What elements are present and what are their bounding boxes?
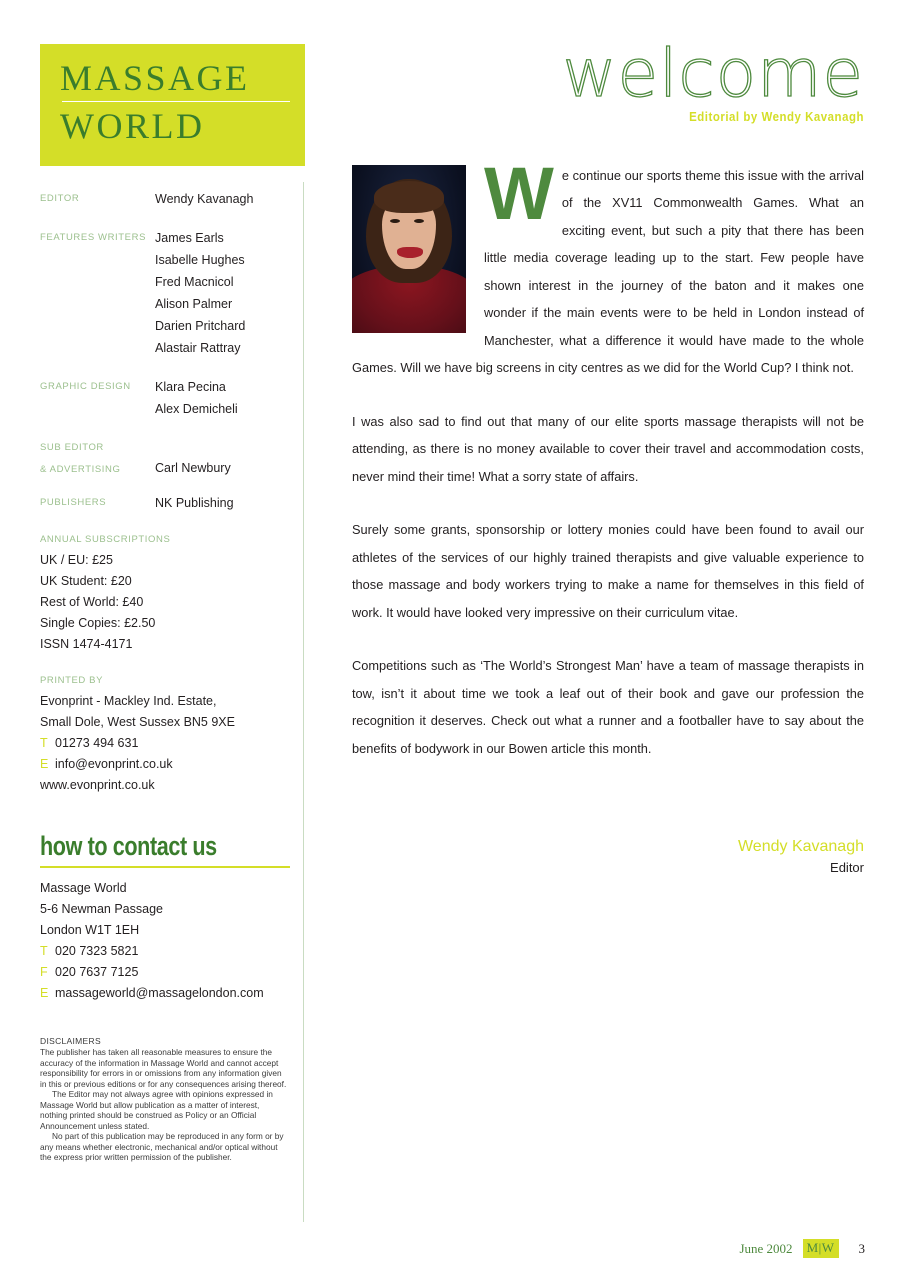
contact-tel-value: 020 7323 5821 [55, 943, 139, 958]
article-paragraph: Surely some grants, sponsorship or lottery monies could have been found to avail our athletes of the services of our highly trained therapists and give valuable experience to those massage and body workers trying to make a name for themselves in this field of work. It would have looked very impressive on their curriculum vitae. [352, 522, 864, 620]
printer-website-link[interactable]: www.evonprint.co.uk [40, 778, 155, 792]
credit-label-editor: EDITOR [40, 193, 80, 204]
credit-value-sub-editor: Carl Newbury [155, 461, 231, 475]
printer-email-value[interactable]: info@evonprint.co.uk [55, 757, 173, 771]
credit-value-editor: Wendy Kavanagh [155, 192, 254, 206]
credit-value-designer: Klara Pecina [155, 380, 226, 394]
printed-by-section [40, 671, 290, 796]
contact-tel-row [40, 941, 290, 962]
credit-values-features-writers [155, 227, 245, 359]
disclaimer-paragraph: No part of this publication may be reproduced in any form or by any means whether electronic, mechanical and/or optical without the express prior written permission of the publisher. [40, 1131, 284, 1163]
masthead-divider-rule [62, 101, 290, 102]
portrait-eye-right [414, 219, 424, 223]
printer-address-line-1: Evonprint - Mackley Ind. Estate, [40, 694, 217, 708]
credit-row-features-writers [40, 227, 295, 359]
printer-address-line-2: Small Dole, West Sussex BN5 9XE [40, 715, 235, 729]
masthead-line-massage: MASSAGE [60, 58, 250, 98]
masthead-line-world: WORLD [60, 106, 205, 147]
drop-cap-letter: W [484, 151, 554, 235]
credit-row-publishers [40, 492, 295, 514]
contact-heading-underline [40, 866, 290, 868]
credit-row-editor [40, 188, 295, 210]
credit-value-designer: Alex Demicheli [155, 402, 238, 416]
credit-label-sub-editor: SUB EDITOR [40, 442, 104, 453]
signature-name: Wendy Kavanagh [737, 838, 864, 856]
contact-fax-value: 020 7637 7125 [55, 964, 139, 979]
credit-label-group-sub-editor [40, 437, 155, 481]
credit-row-sub-editor [40, 437, 295, 481]
subscription-line-uk-student: UK Student: £20 [40, 574, 132, 588]
credit-values-graphic-design [155, 376, 238, 420]
email-prefix-icon: E [40, 985, 49, 1000]
subscription-line-rest-of-world: Rest of World: £40 [40, 595, 144, 609]
article-paragraph: Competitions such as ‘The World’s Strongest Man’ have a team of massage therapists in tow, isn’t it about time we took a leaf out of their book and gave our profession the recognition it deserves. Check out what a runner and a footballer have to say about the benefits of bodywork in our Bowen article this month. [352, 658, 864, 756]
footer-issue-date: June 2002 [739, 1240, 793, 1256]
subscription-line-uk-eu: UK / EU: £25 [40, 553, 113, 567]
page-footer [739, 1239, 865, 1258]
footer-logo-badge: M|W [803, 1239, 839, 1258]
contact-address-line-1: Massage World [40, 880, 127, 895]
subscriptions-title: ANNUAL SUBSCRIPTIONS [40, 534, 171, 545]
contact-fax-row [40, 962, 290, 983]
credit-value-writer: Darien Pritchard [155, 319, 246, 333]
article-paragraph: e continue our sports theme this issue with the arrival of the XV11 Commonwealth Games. What an exciting event, but such a pity that there has been little media coverage leading up to the start. Few people have shown interest in the journey of the baton and it makes one wonder if the main events were to be held in London instead of Manchester, what a difference it would have made to the whole Games. Will we have big screens in city centres as we did for the World Cup? I think not. [352, 167, 864, 376]
contact-section [40, 832, 290, 1004]
credit-value-writer: James Earls [155, 231, 224, 245]
credit-value-writer: Fred Macnicol [155, 275, 234, 289]
credit-value-writer: Isabelle Hughes [155, 253, 245, 267]
credit-values-sub-editor [155, 437, 231, 479]
credit-value-publishers: NK Publishing [155, 496, 234, 510]
subscriptions-section [40, 530, 290, 655]
article-column [352, 35, 864, 878]
printer-phone-value: 01273 494 631 [55, 736, 139, 750]
credit-label-publishers: PUBLISHERS [40, 497, 107, 508]
masthead-logo [40, 44, 305, 166]
column-divider-rule [303, 182, 304, 1222]
disclaimers-section [40, 1036, 288, 1163]
subscription-line-single-copies: Single Copies: £2.50 [40, 616, 156, 630]
email-prefix-icon: E [40, 757, 49, 771]
printer-phone-row [40, 733, 290, 754]
disclaimer-paragraph: The publisher has taken all reasonable measures to ensure the accuracy of the information in Massage World and cannot accept responsibility for errors in or omissions from any information given in this or previous editions or for any consequences arising thereof. [40, 1047, 287, 1089]
signature-role: Editor [830, 860, 864, 876]
article-signature [352, 836, 864, 878]
credit-label-features-writers: FEATURES WRITERS [40, 232, 147, 243]
article-headline-text: welcome [562, 35, 864, 112]
credit-label-advertising: & ADVERTISING [40, 464, 121, 475]
contact-email-row[interactable] [40, 983, 290, 1004]
subscription-line-issn: ISSN 1474-4171 [40, 637, 133, 651]
telephone-prefix-icon: T [40, 736, 48, 750]
article-byline: Editorial by Wendy Kavanagh [689, 108, 864, 124]
article-headline [352, 35, 864, 112]
article-paragraph: I was also sad to find out that many of our elite sports massage therapists will not be attending, as there is no money available to cover their travel and accommodation costs, never mind their time! What a sorry state of affairs. [352, 413, 864, 484]
credit-value-writer: Alison Palmer [155, 297, 233, 311]
telephone-prefix-icon: T [40, 943, 48, 958]
credit-label-graphic-design: GRAPHIC DESIGN [40, 381, 131, 392]
portrait-fringe [374, 181, 444, 213]
disclaimers-title: DISCLAIMERS [40, 1035, 101, 1046]
printer-email-row[interactable] [40, 754, 290, 775]
article-body [352, 151, 864, 879]
credit-row-graphic-design [40, 376, 295, 420]
credit-value-writer: Alastair Rattray [155, 341, 241, 355]
contact-address-line-2: 5-6 Newman Passage [40, 901, 163, 916]
portrait-eye-left [390, 219, 400, 223]
printed-by-title: PRINTED BY [40, 675, 104, 686]
left-sidebar-column [40, 44, 290, 1163]
contact-email-value[interactable]: massageworld@massagelondon.com [55, 985, 264, 1000]
disclaimer-paragraph: The Editor may not always agree with opinions expressed in Massage World but allow publication as a matter of interest, nothing printed should be construed as Policy or an Official Announcement unless stated. [40, 1089, 273, 1131]
portrait-mouth [397, 247, 423, 258]
contact-heading: how to contact us [40, 831, 217, 861]
credits-list [40, 188, 295, 514]
editor-portrait-photo [352, 165, 466, 333]
footer-page-number: 3 [858, 1240, 865, 1256]
fax-prefix-icon: F [40, 964, 48, 979]
contact-address-line-3: London W1T 1EH [40, 922, 140, 937]
